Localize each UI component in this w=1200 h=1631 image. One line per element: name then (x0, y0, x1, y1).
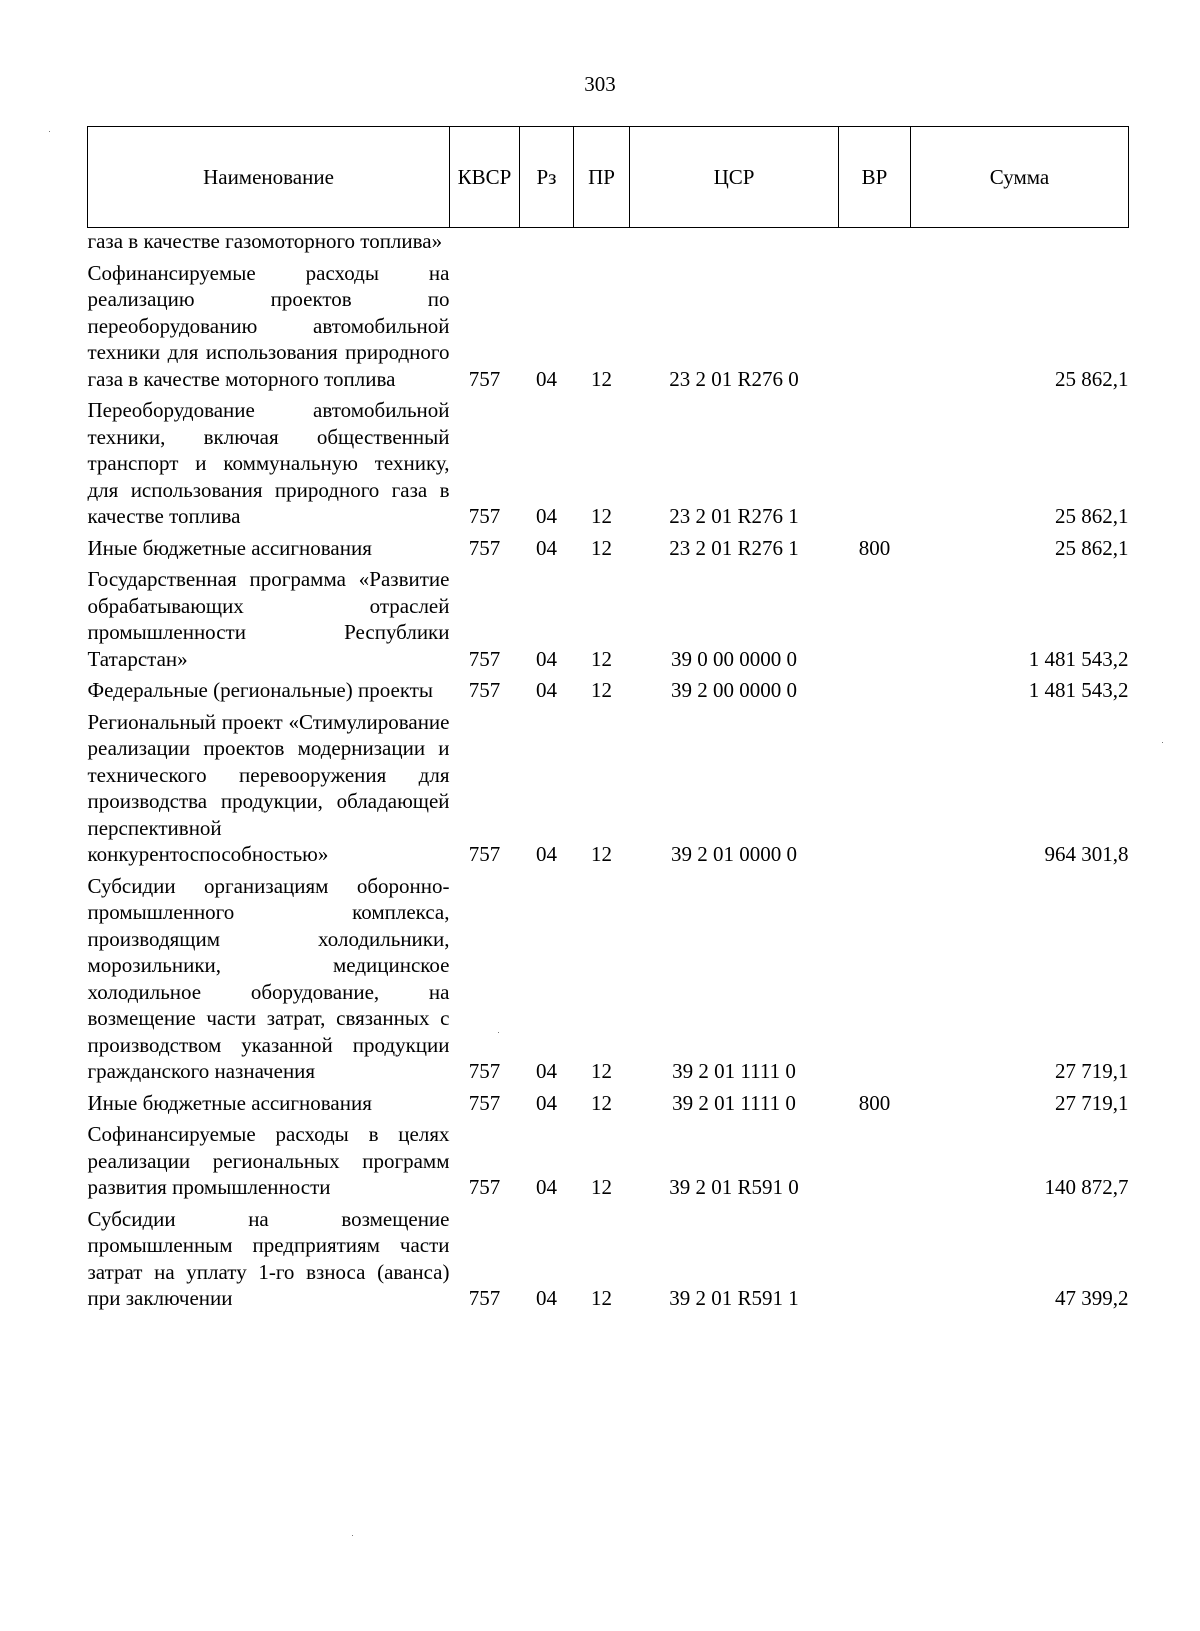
table-row (88, 566, 1129, 677)
cell-kvsr: 757 (468, 504, 501, 528)
cell-rz: 04 (536, 646, 557, 671)
header-name: Наименование (88, 127, 450, 228)
cell-sum: 25 862,1 (1055, 535, 1129, 560)
cell-pr: 12 (591, 504, 612, 528)
cell-csr: 39 0 00 0000 0 (671, 646, 797, 671)
cell-pr: 12 (591, 535, 612, 560)
cell-pr: 12 (591, 1175, 612, 1199)
cell-csr: 23 2 01 R276 1 (669, 504, 799, 528)
budget-table (87, 126, 1129, 1317)
header-vr: ВР (839, 127, 911, 228)
cell-vr: 800 (858, 1090, 891, 1115)
table-row (88, 873, 1129, 1090)
cell-rz: 04 (536, 366, 557, 391)
cell-pr: 12 (591, 366, 612, 391)
cell-vr (839, 260, 911, 398)
cell-kvsr: 757 (468, 1090, 501, 1115)
cell-name: Федеральные (региональные) проекты (87, 678, 434, 702)
cell-rz: 04 (536, 1175, 557, 1199)
table-header-row (88, 127, 1129, 228)
cell-pr: 12 (591, 1059, 612, 1083)
table-row (88, 677, 1129, 709)
cell-name: Субсидии организациям оборонно-промышленного комплекса, производящим холодильники, морозильники, медицинское холодильное оборудование, на возмещение части затрат, связанных с производством указанной продукции гражданского назначения (87, 873, 450, 1083)
cell-sum: 27 719,1 (1055, 1059, 1129, 1083)
cell-pr (574, 228, 630, 260)
cell-kvsr: 757 (468, 1059, 501, 1083)
cell-pr: 12 (591, 1286, 612, 1310)
cell-vr (839, 397, 911, 535)
cell-csr: 39 2 01 1111 0 (672, 1059, 796, 1083)
cell-pr: 12 (591, 842, 612, 866)
header-kvsr: КВСР (450, 127, 520, 228)
cell-name: Софинансируемые расходы в целях реализации региональных программ развития промышленности (87, 1122, 450, 1199)
cell-name: Переоборудование автомобильной техники, включая общественный транспорт и коммунальную технику, для использования природного газа в качестве топлива (87, 398, 450, 528)
cell-vr (839, 709, 911, 873)
cell-sum: 27 719,1 (1055, 1090, 1129, 1115)
cell-rz: 04 (536, 678, 557, 702)
cell-sum: 1 481 543,2 (1028, 646, 1129, 671)
table-row (88, 1206, 1129, 1317)
header-csr: ЦСР (630, 127, 839, 228)
cell-sum (911, 228, 1129, 260)
cell-name: Государственная программа «Развитие обрабатывающих отраслей промышленности Республики Татарстан» (87, 567, 450, 671)
cell-kvsr (450, 228, 520, 260)
scan-speck (498, 1032, 499, 1033)
table-row (88, 1121, 1129, 1206)
cell-rz: 04 (536, 842, 557, 866)
cell-sum: 47 399,2 (1055, 1286, 1129, 1310)
cell-kvsr: 757 (468, 1286, 501, 1310)
cell-rz: 04 (536, 1090, 557, 1115)
cell-pr: 12 (591, 1090, 612, 1115)
cell-csr: 23 2 01 R276 0 (669, 366, 799, 391)
cell-vr (839, 1121, 911, 1206)
cell-name: Региональный проект «Стимулирование реализации проектов модернизации и технического перевооружения для производства продукции, обладающей перспективной конкурентоспособностью» (87, 709, 450, 866)
cell-csr: 23 2 01 R276 1 (669, 535, 799, 560)
cell-vr (839, 228, 911, 260)
header-pr: ПР (574, 127, 630, 228)
cell-name: газа в качестве газомоторного топлива» (87, 229, 443, 253)
cell-rz (520, 228, 574, 260)
cell-vr (839, 677, 911, 709)
table-row (88, 709, 1129, 873)
cell-vr: 800 (858, 535, 891, 560)
cell-kvsr: 757 (468, 842, 501, 866)
cell-kvsr: 757 (468, 678, 501, 702)
cell-rz: 04 (536, 1286, 557, 1310)
table-row (88, 397, 1129, 535)
cell-kvsr: 757 (468, 535, 501, 560)
cell-csr: 39 2 01 R591 0 (669, 1175, 799, 1199)
cell-sum: 25 862,1 (1055, 366, 1129, 391)
cell-kvsr: 757 (468, 1175, 501, 1199)
cell-rz: 04 (536, 535, 557, 560)
cell-vr (839, 873, 911, 1090)
cell-pr: 12 (591, 646, 612, 671)
cell-sum: 25 862,1 (1055, 504, 1129, 528)
scan-speck (1162, 742, 1163, 743)
cell-vr (839, 1206, 911, 1317)
cell-kvsr: 757 (468, 646, 501, 671)
header-sum: Сумма (911, 127, 1129, 228)
cell-sum: 140 872,7 (1044, 1175, 1129, 1199)
table-row (88, 228, 1129, 260)
cell-vr (839, 566, 911, 677)
table-row (88, 260, 1129, 398)
scan-speck (49, 131, 50, 132)
page-number: 303 (584, 72, 616, 96)
cell-kvsr: 757 (468, 366, 501, 391)
cell-csr: 39 2 01 R591 1 (669, 1286, 799, 1310)
cell-csr: 39 2 00 0000 0 (671, 678, 797, 702)
cell-name: Иные бюджетные ассигнования (87, 535, 372, 560)
cell-name: Софинансируемые расходы на реализацию проектов по переоборудованию автомобильной техники для использования природного газа в качестве моторного топлива (87, 260, 450, 391)
table-body (88, 228, 1129, 1317)
cell-rz: 04 (536, 1059, 557, 1083)
header-rz: Рз (520, 127, 574, 228)
cell-name: Иные бюджетные ассигнования (87, 1090, 372, 1115)
cell-name: Субсидии на возмещение промышленным предприятиям части затрат на уплату 1-го взноса (аванса) при заключении (87, 1206, 450, 1310)
cell-csr (630, 228, 839, 260)
table-row (88, 1090, 1129, 1122)
cell-pr: 12 (591, 678, 612, 702)
scan-speck (352, 1535, 353, 1536)
table-row (88, 535, 1129, 567)
cell-sum: 964 301,8 (1044, 842, 1129, 866)
cell-sum: 1 481 543,2 (1028, 678, 1129, 702)
cell-csr: 39 2 01 1111 0 (672, 1090, 796, 1115)
cell-rz: 04 (536, 504, 557, 528)
cell-csr: 39 2 01 0000 0 (671, 842, 797, 866)
